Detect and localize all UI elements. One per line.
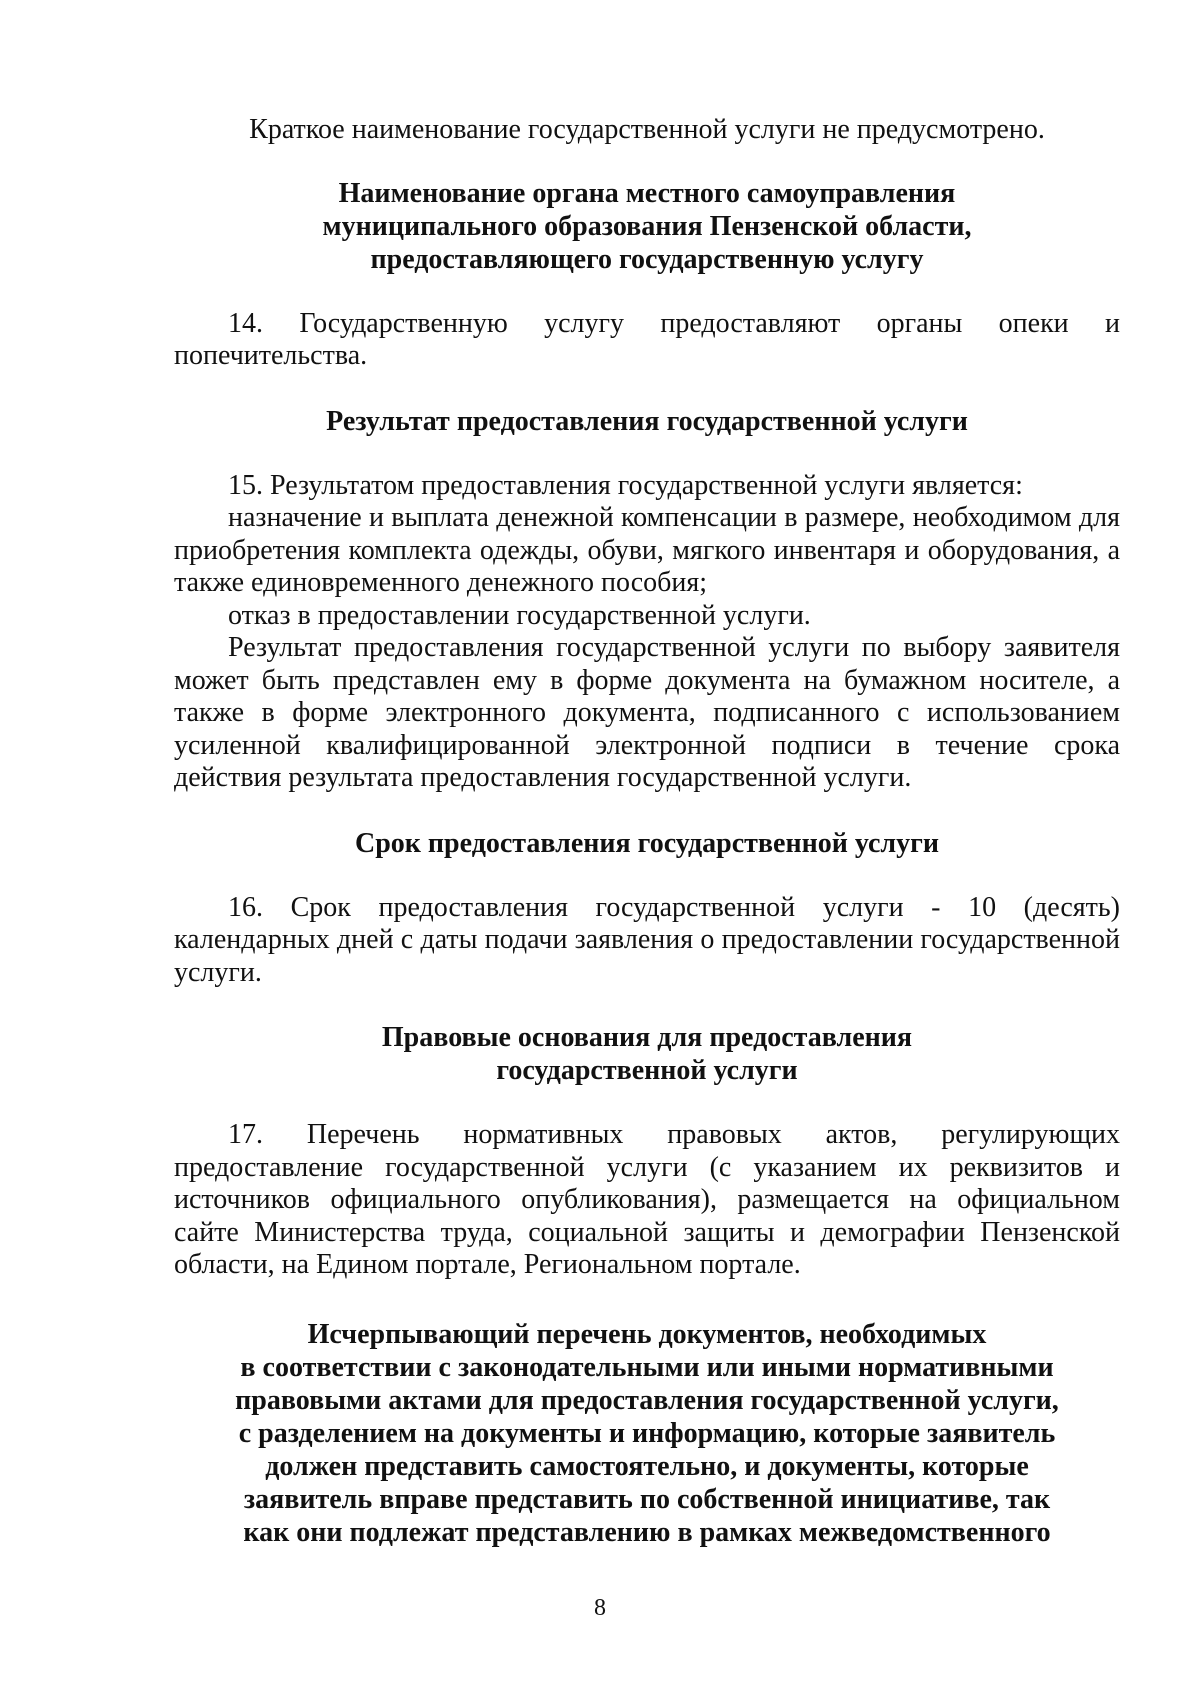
paragraph-15-result-form: Результат предоставления государственной услуги по выбору заявителя может быть представлен ему в форме документа на бумажном носителе, а также в форме электронного документа, подписанного с использованием усиленной квалифицированной электронной подписи в течение срока действия результата предоставления государственной услуги.	[174, 632, 1120, 793]
heading-documents-line: правовыми актами для предоставления государственной услуги,	[235, 1384, 1059, 1416]
heading-documents-line: как они подлежат представлению в рамках межведомственного	[243, 1516, 1051, 1548]
paragraph-14: 14. Государственную услугу предоставляют органы опеки и попечительства.	[174, 307, 1120, 371]
page-number: 8	[594, 1595, 606, 1621]
heading-documents-line: должен представить самостоятельно, и документы, которые	[265, 1450, 1029, 1482]
paragraph-15-intro: 15. Результатом предоставления государственной услуги является:	[228, 469, 1023, 501]
heading-legal-line: Правовые основания для предоставления	[381, 1022, 913, 1053]
heading-authority-line: Наименование органа местного самоуправления	[338, 177, 956, 209]
short-name-note: Краткое наименование государственной услуги не предусмотрено.	[249, 114, 1045, 145]
paragraph-15-item-1: назначение и выплата денежной компенсации в размере, необходимом для приобретения комплекта одежды, обуви, мягкого инвентаря и оборудования, а также единовременного денежного пособия;	[174, 502, 1120, 598]
heading-documents-line: в соответствии с законодательными или иными нормативными	[240, 1351, 1054, 1383]
heading-documents-line: заявитель вправе представить по собственной инициативе, так	[243, 1483, 1051, 1515]
heading-authority-line: муниципального образования Пензенской области,	[322, 210, 972, 242]
heading-legal	[174, 1021, 1120, 1087]
document-body	[174, 114, 1120, 1549]
heading-documents-line: с разделением на документы и информацию, которые заявитель	[238, 1417, 1056, 1449]
heading-authority	[174, 177, 1120, 276]
heading-legal-line: государственной услуги	[496, 1055, 798, 1086]
heading-term: Срок предоставления государственной услуги	[355, 827, 939, 859]
heading-authority-line: предоставляющего государственную услугу	[370, 243, 924, 275]
heading-documents-line: Исчерпывающий перечень документов, необходимых	[307, 1318, 987, 1350]
paragraph-17: 17. Перечень нормативных правовых актов, регулирующих предоставление государственной услуги (с указанием их реквизитов и источников официального опубликования), размещается на официальном сайте Министерства труда, социальной защиты и демографии Пензенской области, на Едином портале, Региональном портале.	[174, 1119, 1120, 1280]
heading-result: Результат предоставления государственной услуги	[326, 405, 968, 437]
paragraph-16: 16. Срок предоставления государственной услуги - 10 (десять) календарных дней с даты подачи заявления о предоставлении государственной услуги.	[174, 891, 1120, 988]
heading-documents	[174, 1318, 1120, 1549]
paragraph-15-item-2: отказ в предоставлении государственной услуги.	[228, 599, 811, 631]
